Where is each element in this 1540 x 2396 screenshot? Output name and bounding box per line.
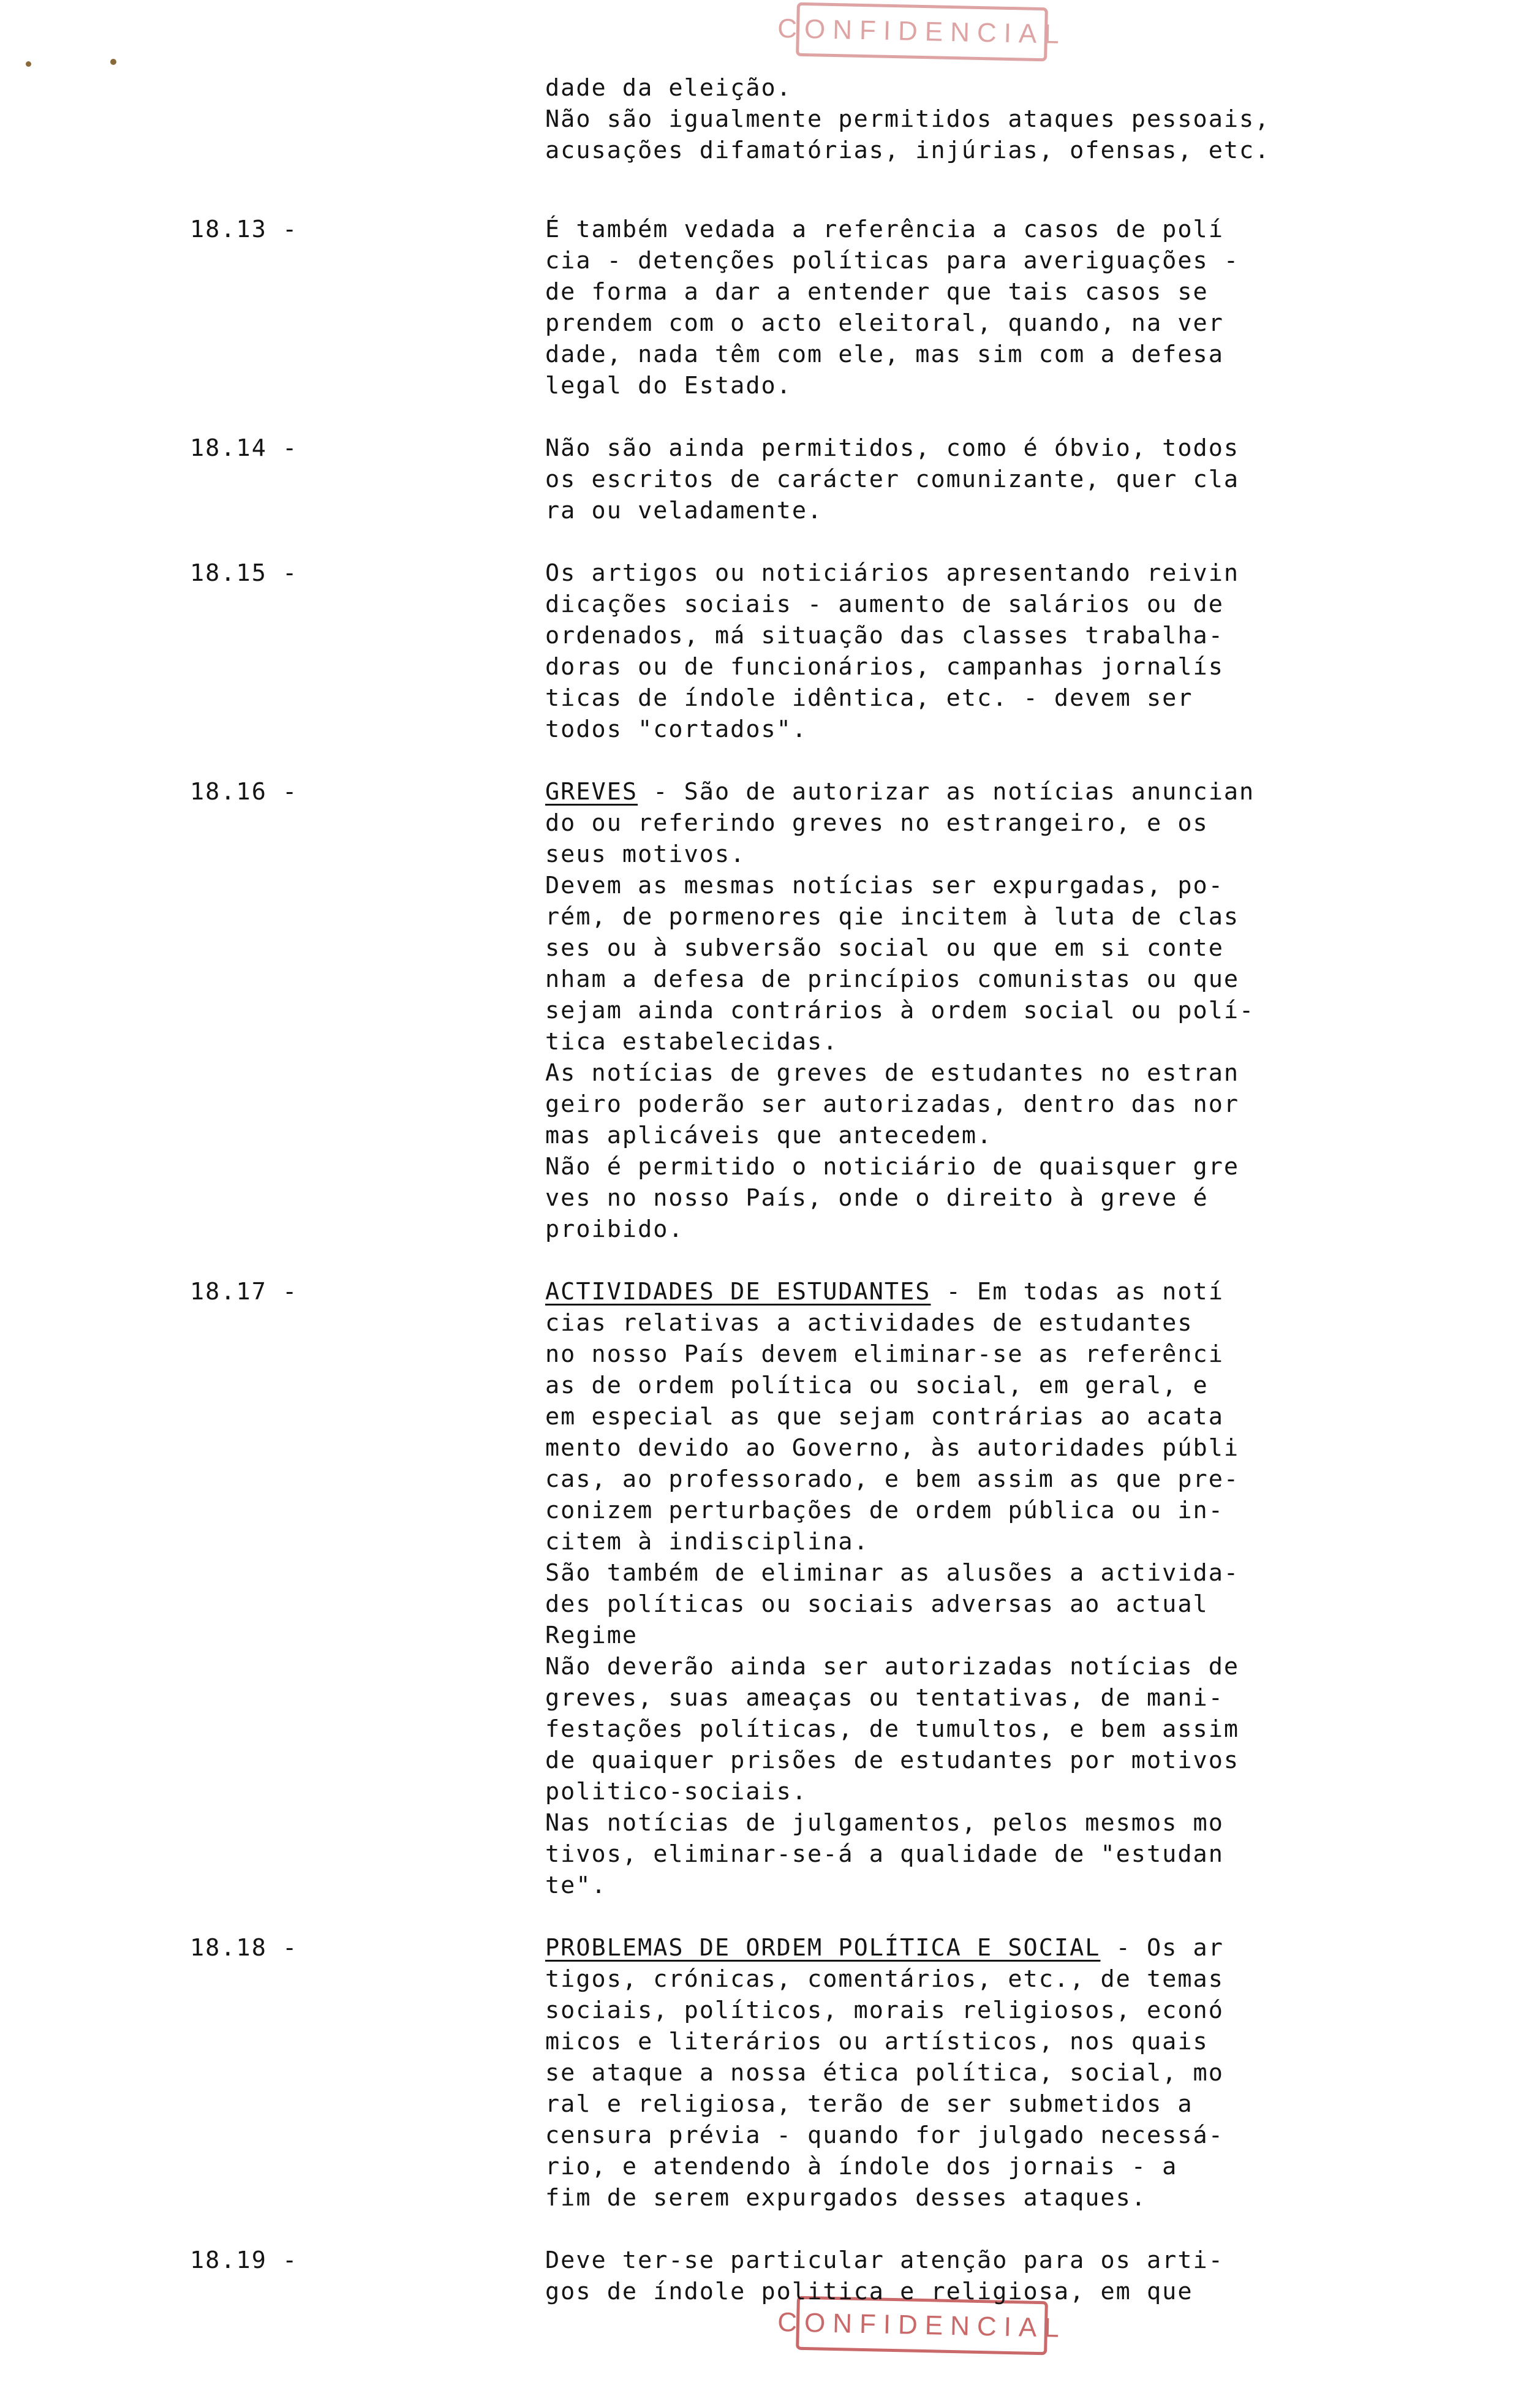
text-line: Deve ter-se particular atenção para os arti- [545, 2247, 1224, 2274]
section-heading: ACTIVIDADES DE ESTUDANTES [545, 1278, 931, 1306]
continuation-paragraph [545, 72, 1501, 166]
text-line: dade da eleição. [545, 74, 792, 102]
text-line: se ataque a nossa ética política, social, mo [545, 2059, 1224, 2087]
text-line [545, 1276, 1501, 1307]
text-line: doras ou de funcionários, campanhas jornalís [545, 653, 1224, 681]
text-line: cia - detenções políticas para averiguações - [545, 247, 1240, 274]
text-line: ticas de índole idêntica, etc. - devem ser [545, 684, 1193, 712]
paper-speck [110, 59, 116, 65]
text-line: São também de eliminar as alusões a activida- [545, 1559, 1240, 1587]
text-line: Não deverão ainda ser autorizadas notícias de [545, 1653, 1240, 1680]
paper-speck [26, 61, 31, 67]
section-18-13 [190, 214, 1501, 401]
text-line [545, 776, 1501, 807]
section-number: 18.17 - [190, 1278, 298, 1306]
text-line: de quaiquer prisões de estudantes por motivos [545, 1747, 1240, 1774]
text-line: gos de índole politica e religiosa, em que [545, 2278, 1193, 2305]
document-body [190, 72, 1501, 2338]
section-heading: GREVES [545, 778, 638, 806]
text-line: rém, de pormenores qie incitem à luta de clas [545, 903, 1240, 931]
text-line: Nas notícias de julgamentos, pelos mesmos mo [545, 1809, 1224, 1837]
section-18-15 [190, 557, 1501, 745]
text-line: censura prévia - quando for julgado necessá- [545, 2122, 1224, 2149]
text-line: rio, e atendendo à índole dos jornais - a [545, 2153, 1178, 2180]
text-line: ra ou veladamente. [545, 497, 823, 524]
text-line: fim de serem expurgados desses ataques. [545, 2184, 1147, 2212]
section-number: 18.16 - [190, 778, 298, 806]
text-line: des políticas ou sociais adversas ao actual [545, 1590, 1209, 1618]
text-line: festações políticas, de tumultos, e bem assim [545, 1715, 1240, 1743]
text-line: proibido. [545, 1215, 684, 1243]
text-line: de forma a dar a entender que tais casos se [545, 278, 1209, 306]
section-number: 18.14 - [190, 434, 298, 462]
text-line: do ou referindo greves no estrangeiro, e os [545, 809, 1209, 837]
section-18-19 [190, 2245, 1501, 2307]
section-number: 18.19 - [190, 2247, 298, 2274]
text-span: - Os ar [1100, 1934, 1224, 1962]
section-18-14 [190, 433, 1501, 526]
text-line: dicações sociais - aumento de salários ou de [545, 591, 1224, 618]
text-line: ral e religiosa, terão de ser submetidos a [545, 2090, 1193, 2118]
section-number: 18.18 - [190, 1934, 298, 1962]
text-span: - São de autorizar as notícias anuncian [638, 778, 1255, 806]
text-line: tica estabelecidas. [545, 1028, 839, 1056]
text-line: te". [545, 1872, 607, 1899]
confidential-stamp-top: CONFIDENCIAL [796, 2, 1048, 62]
confidential-stamp-bottom: CONFIDENCIAL [796, 2296, 1048, 2356]
section-18-17 [190, 1276, 1501, 1901]
text-line: ordenados, má situação das classes trabalha- [545, 622, 1224, 649]
text-line [545, 1932, 1501, 1963]
text-line: tivos, eliminar-se-á a qualidade de "estudan [545, 1840, 1224, 1868]
text-line: seus motivos. [545, 841, 746, 868]
text-line: mas aplicáveis que antecedem. [545, 1122, 993, 1149]
text-line: acusações difamatórias, injúrias, ofensas, etc. [545, 137, 1270, 164]
text-line: em especial as que sejam contrárias ao acata [545, 1403, 1224, 1430]
text-line: ves no nosso País, onde o direito à greve é [545, 1184, 1209, 1212]
text-line: Regime [545, 1622, 638, 1649]
text-line: tigos, crónicas, comentários, etc., de temas [545, 1965, 1224, 1993]
text-line: conizem perturbações de ordem pública ou in- [545, 1497, 1224, 1524]
text-line: sociais, políticos, morais religiosos, econó [545, 1997, 1224, 2024]
section-18-16 [190, 776, 1501, 1245]
section-heading: PROBLEMAS DE ORDEM POLÍTICA E SOCIAL [545, 1934, 1101, 1962]
text-line: Não é permitido o noticiário de quaisquer gre [545, 1153, 1240, 1181]
text-line: Não são igualmente permitidos ataques pessoais, [545, 105, 1270, 133]
text-line: nham a defesa de princípios comunistas ou que [545, 966, 1240, 993]
text-line: mento devido ao Governo, às autoridades públi [545, 1434, 1240, 1462]
text-line: prendem com o acto eleitoral, quando, na ver [545, 309, 1224, 337]
section-number: 18.13 - [190, 216, 298, 243]
text-line: cas, ao professorado, e bem assim as que pre- [545, 1465, 1240, 1493]
text-line: ses ou à subversão social ou que em si conte [545, 934, 1224, 962]
text-line: greves, suas ameaças ou tentativas, de mani- [545, 1684, 1224, 1712]
text-line: Devem as mesmas notícias ser expurgadas, po- [545, 872, 1224, 899]
text-line: legal do Estado. [545, 372, 792, 399]
text-line: as de ordem política ou social, em geral, e [545, 1372, 1209, 1399]
text-line: micos e literários ou artísticos, nos quais [545, 2028, 1209, 2055]
text-line: citem à indisciplina. [545, 1528, 869, 1555]
text-line: no nosso País devem eliminar-se as referênci [545, 1340, 1224, 1368]
text-span: - Em todas as notí [930, 1278, 1224, 1306]
section-18-18 [190, 1932, 1501, 2213]
text-line: todos "cortados". [545, 716, 808, 743]
text-line: os escritos de carácter comunizante, quer cla [545, 466, 1240, 493]
text-line: geiro poderão ser autorizadas, dentro das nor [545, 1090, 1240, 1118]
text-line: sejam ainda contrários à ordem social ou polí- [545, 997, 1255, 1024]
text-line: Os artigos ou noticiários apresentando reivin [545, 559, 1240, 587]
text-line: É também vedada a referência a casos de polí [545, 216, 1224, 243]
text-line: As notícias de greves de estudantes no estran [545, 1059, 1240, 1087]
text-line: Não são ainda permitidos, como é óbvio, todos [545, 434, 1240, 462]
text-line: cias relativas a actividades de estudantes [545, 1309, 1193, 1337]
section-number: 18.15 - [190, 559, 298, 587]
text-line: dade, nada têm com ele, mas sim com a defesa [545, 341, 1224, 368]
text-line: politico-sociais. [545, 1778, 808, 1805]
